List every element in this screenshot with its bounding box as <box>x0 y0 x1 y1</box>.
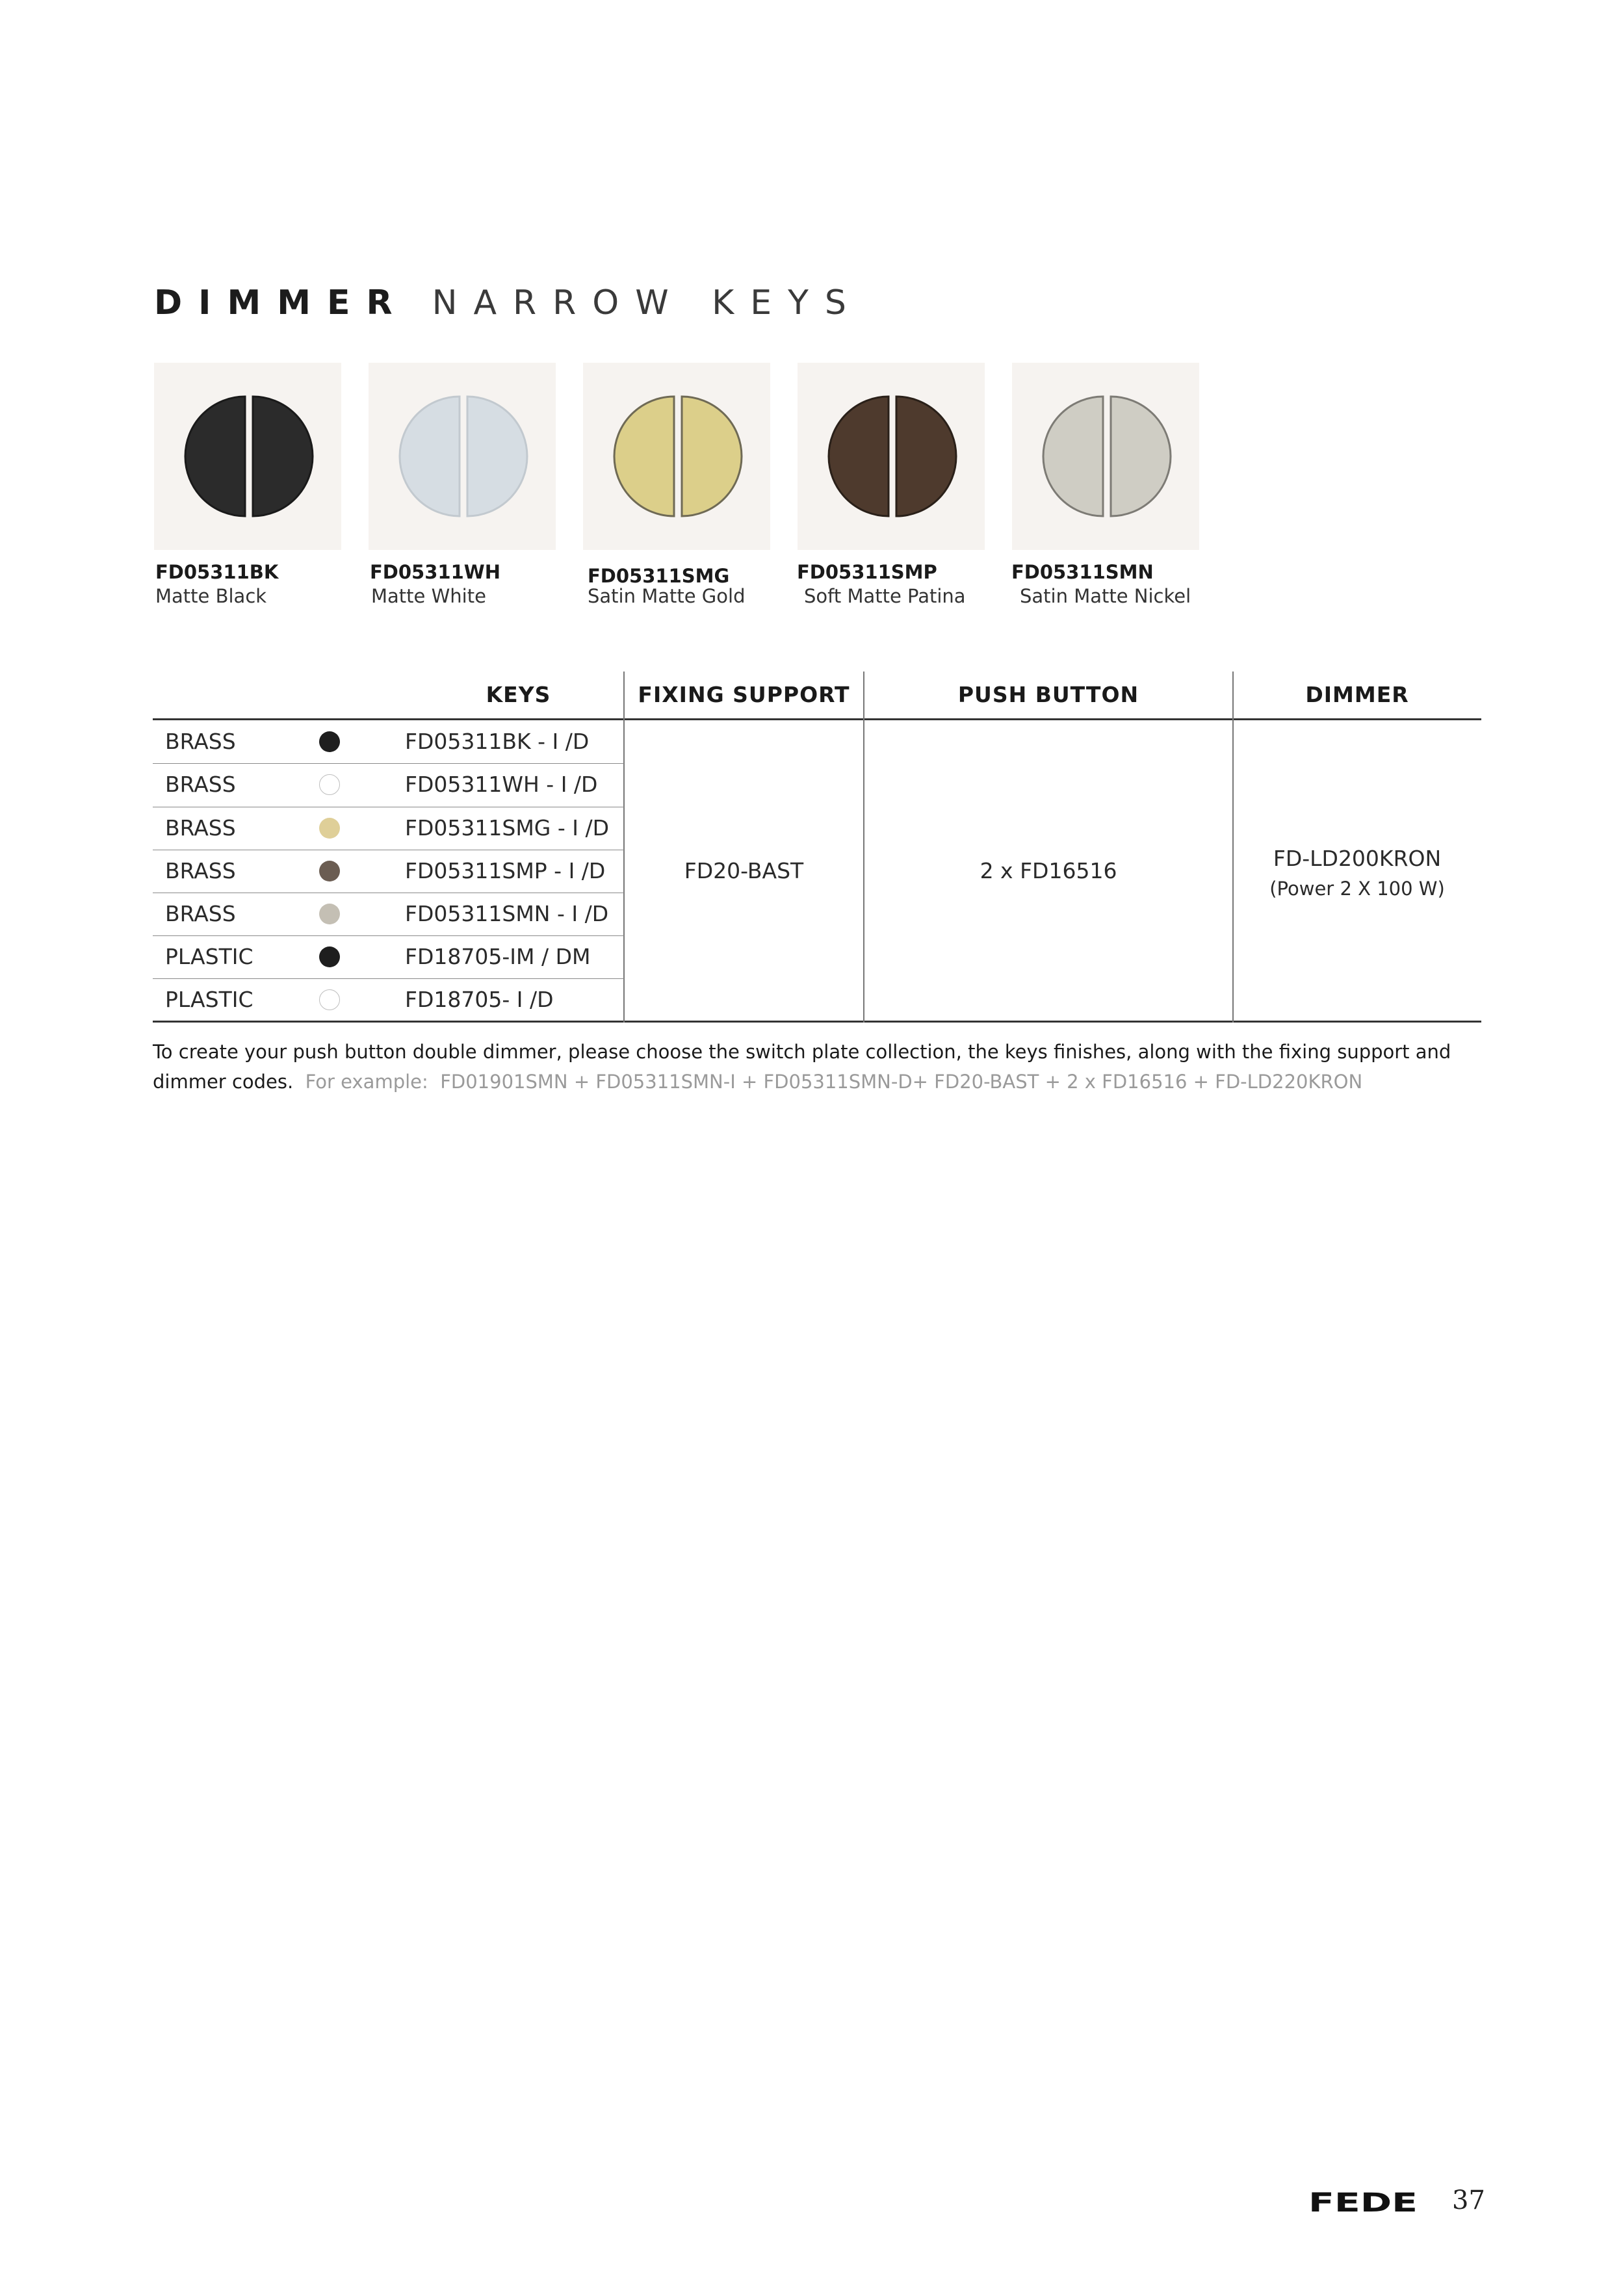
note-example-value: FD01901SMN + FD05311SMN-I + FD05311SMN-D+ FD20-BAST + 2 x FD16516 + FD-LD220KRON <box>440 1071 1363 1093</box>
fixing-support-value: FD20-BAST <box>684 858 804 883</box>
fede-logo <box>1308 2191 1419 2217</box>
row-material: PLASTIC <box>165 987 253 1012</box>
swatch-fd05311bk <box>154 363 341 550</box>
row-material: BRASS <box>165 729 236 754</box>
row-key-code: FD05311SMN - I /D <box>405 901 609 926</box>
swatch-fd05311smp <box>798 363 985 550</box>
push-button-value: 2 x FD16516 <box>980 858 1117 883</box>
row-material: PLASTIC <box>165 944 253 969</box>
note-main: To create your push button double dimmer, please choose the switch plate collection, the keys finishes, along with the fixing support and dimmer codes. <box>153 1041 1451 1093</box>
page-title <box>154 283 863 322</box>
row-key-code: FD05311SMG - I /D <box>405 815 609 841</box>
header-fixing-support: FIXING SUPPORT <box>638 682 850 707</box>
page-number: 37 <box>1452 2185 1485 2215</box>
row-key-code: FD05311WH - I /D <box>405 772 598 797</box>
dimmer-table <box>153 672 1481 1023</box>
row-key-code: FD05311BK - I /D <box>405 729 590 754</box>
row-material: BRASS <box>165 858 236 883</box>
note-example-label: For example: <box>305 1071 428 1093</box>
title-bold: DIMMER <box>154 283 409 322</box>
finish-dot <box>319 731 340 752</box>
column-divider <box>863 672 864 1023</box>
finish-code-3: FD05311SMG <box>588 565 730 587</box>
table-row <box>153 720 624 763</box>
row-key-code: FD05311SMP - I /D <box>405 858 606 883</box>
finish-code-2: FD05311WH <box>370 561 501 583</box>
table-row <box>153 935 624 978</box>
finish-dot <box>319 989 340 1010</box>
swatch-fd05311wh <box>369 363 556 550</box>
finish-code-5: FD05311SMN <box>1011 561 1154 583</box>
fede-logo-text: FEDE <box>1308 2191 1418 2214</box>
finish-name-3: Satin Matte Gold <box>588 585 746 607</box>
finish-dot <box>319 818 340 839</box>
table-row <box>153 763 624 806</box>
table-row <box>153 978 624 1021</box>
table-row <box>153 850 624 893</box>
finish-dot <box>319 904 340 924</box>
ordering-note <box>153 1037 1492 1097</box>
title-light: NARROW KEYS <box>432 283 863 322</box>
finish-code-1: FD05311BK <box>155 561 279 583</box>
dimmer-power: (Power 2 X 100 W) <box>1269 878 1445 900</box>
header-dimmer: DIMMER <box>1305 682 1409 707</box>
finish-name-1: Matte Black <box>155 585 267 607</box>
finish-dot <box>319 861 340 881</box>
dimmer-value: FD-LD200KRON <box>1273 846 1442 871</box>
finish-dot <box>319 946 340 967</box>
row-key-code: FD18705-IM / DM <box>405 944 591 969</box>
row-material: BRASS <box>165 901 236 926</box>
table-row <box>153 807 624 850</box>
row-material: BRASS <box>165 815 236 841</box>
header-push-button: PUSH BUTTON <box>957 682 1139 707</box>
swatch-fd05311smn <box>1012 363 1199 550</box>
row-key-code: FD18705- I /D <box>405 987 554 1012</box>
dimmer-value-cell <box>1233 846 1481 900</box>
row-material: BRASS <box>165 772 236 797</box>
header-keys: KEYS <box>486 682 551 707</box>
finish-code-4: FD05311SMP <box>797 561 937 583</box>
fede-logo-mark <box>1308 2191 1419 2214</box>
table-row <box>153 893 624 935</box>
swatch-fd05311smg <box>583 363 770 550</box>
finish-name-5: Satin Matte Nickel <box>1020 585 1191 607</box>
finish-name-4: Soft Matte Patina <box>804 585 966 607</box>
finish-dot <box>319 774 340 795</box>
finish-name-2: Matte White <box>371 585 486 607</box>
